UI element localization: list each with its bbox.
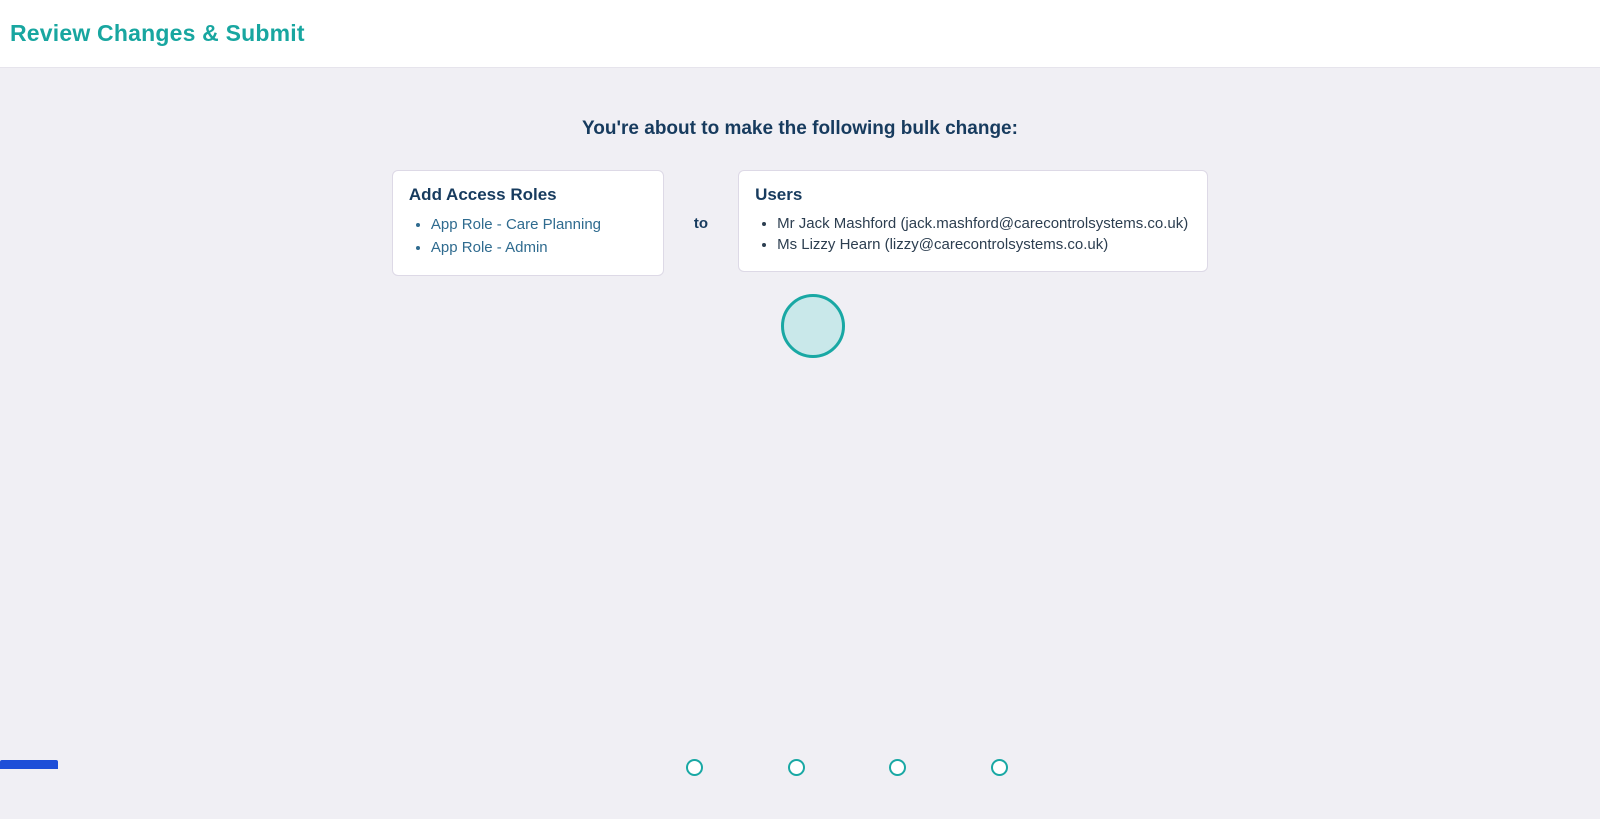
bottom-strip	[0, 755, 1600, 769]
connector-label: to	[693, 214, 709, 232]
cursor-highlight-ring	[781, 294, 845, 358]
page-header	[0, 0, 1600, 68]
users-title: Users	[755, 185, 803, 204]
list-item: • Mr Jack Mashford (jack.mashford@carecontrolsystems.co.uk)	[777, 213, 1191, 234]
main-content	[0, 118, 1600, 819]
page-title: Review Changes & Submit	[10, 20, 305, 46]
bulk-change-intro: You're about to make the following bulk change:	[582, 118, 1018, 139]
users-list	[755, 213, 1191, 255]
access-roles-list	[409, 213, 647, 259]
step-dot-4-icon[interactable]	[991, 759, 1008, 776]
list-item: • App Role - Admin	[431, 236, 647, 259]
step-dot-1-icon[interactable]	[686, 759, 703, 776]
add-access-roles-title: Add Access Roles	[408, 185, 557, 204]
add-access-roles-card	[392, 170, 664, 276]
list-item: • App Role - Care Planning	[431, 213, 647, 236]
users-card	[738, 170, 1208, 272]
step-dot-3-icon[interactable]	[889, 759, 906, 776]
taskbar-tab[interactable]	[0, 760, 58, 769]
step-dot-2-icon[interactable]	[788, 759, 805, 776]
list-item: • Ms Lizzy Hearn (lizzy@carecontrolsystems.co.uk)	[777, 234, 1191, 255]
change-summary-row	[0, 170, 1600, 276]
